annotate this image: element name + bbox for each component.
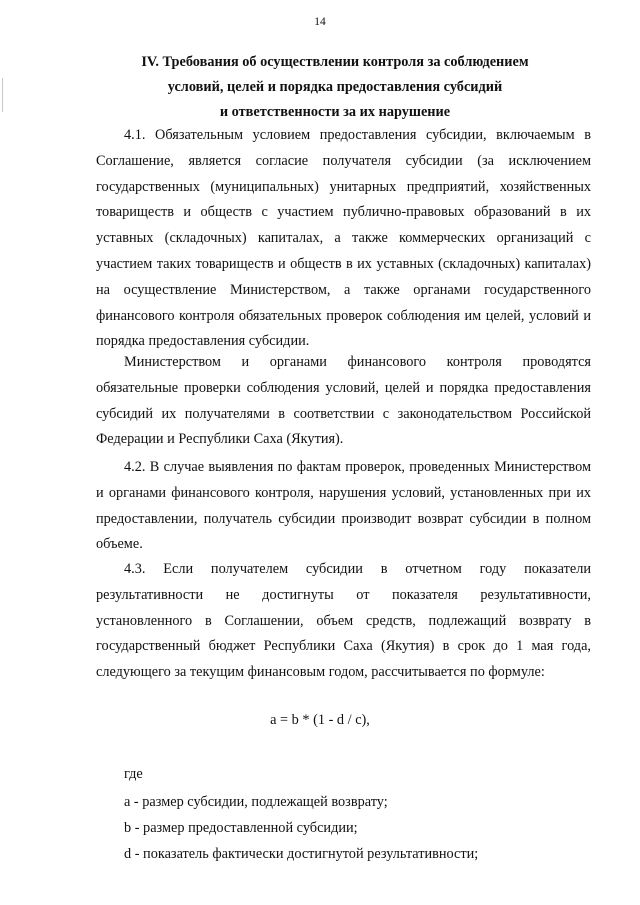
formula: a = b * (1 - d / c), — [270, 712, 370, 728]
heading-line: и ответственности за их нарушение — [219, 104, 451, 120]
paragraph-checks: Министерством и органами финансового контроля проводятся обязательные проверки соблюдения условий, целей и порядка предоставления субсидий их получателями в соответствии с законодательством Российской Федерации и Республики Саха (Якутия). — [96, 354, 591, 448]
section-heading — [60, 50, 610, 125]
scan-margin-mark — [2, 78, 3, 112]
definition-b: b - размер предоставленной субсидии; — [124, 820, 358, 836]
heading-line: условий, целей и порядка предоставления субсидий — [167, 79, 503, 95]
page-number: 14 — [314, 16, 326, 28]
paragraph-4-1: 4.1. Обязательным условием предоставления субсидии, включаемым в Соглашение, является согласие получателя субсидии (за исключением государственных (муниципальных) унитарных предприятий, хозяйственных товариществ и обществ с участием публично-правовых образований в их уставных (складочных) капиталах, а также коммерческих организаций с участием таких товариществ и обществ в их уставных (складочных) капиталах) на осуществление Министерством, а также органами государственного финансового контроля обязательных проверок соблюдения им целей, условий и порядка предоставления субсидии. — [96, 127, 591, 350]
paragraph-4-3: 4.3. Если получателем субсидии в отчетном году показатели результативности не достигнуты от показателя результативности, установленного в Соглашении, объем средств, подлежащий возврату в государственный бюджет Республики Саха (Якутия) в срок до 1 мая года, следующего за текущим финансовым годом, рассчитывается по формуле: — [96, 561, 591, 681]
heading-line: IV. Требования об осуществлении контроля за соблюдением — [141, 54, 529, 70]
definition-a: a - размер субсидии, подлежащей возврату; — [124, 794, 388, 810]
where-label: где — [124, 766, 143, 782]
definition-d: d - показатель фактически достигнутой результативности; — [124, 846, 479, 862]
paragraph-4-2: 4.2. В случае выявления по фактам проверок, проведенных Министерством и органами финансового контроля, нарушения условий, установленных при их предоставлении, получатель субсидии производит возврат субсидии в полном объеме. — [96, 459, 591, 553]
